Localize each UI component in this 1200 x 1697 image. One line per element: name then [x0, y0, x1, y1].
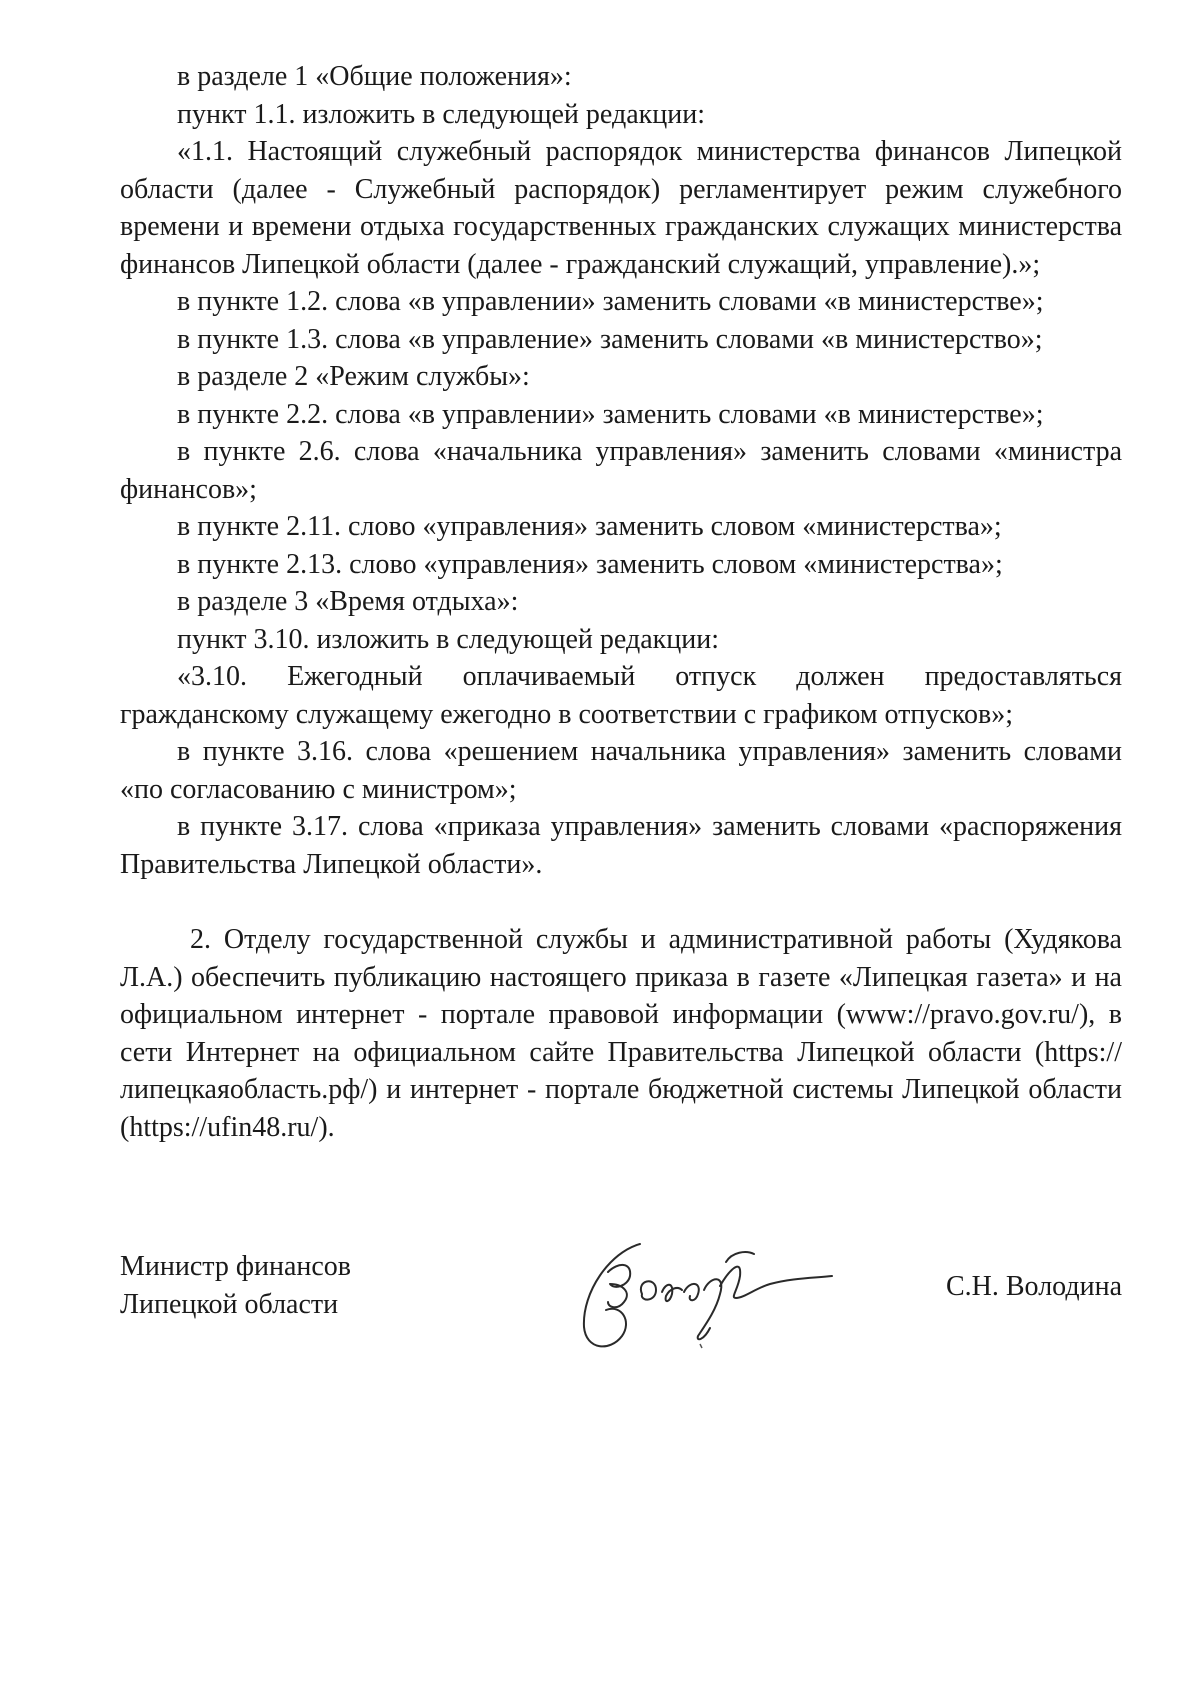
document-body — [120, 58, 1122, 1146]
paragraph-item-1-3: в пункте 1.3. слова «в управление» заменить словами «в министерство»; — [177, 323, 1043, 355]
paragraph-section-2-header: в разделе 2 «Режим службы»: — [177, 361, 530, 392]
signatory-name: С.Н. Володина — [945, 1271, 1122, 1302]
paragraph-section-3-header: в разделе 3 «Время отдыха»: — [177, 586, 519, 617]
paragraph-item-3-17: в пункте 3.17. слова «приказа управления» заменить словами «распоряжения Правительства Липецкой области». — [120, 811, 1122, 880]
signature-drawing — [570, 1232, 850, 1362]
paragraph-item-2-11: в пункте 2.11. слово «управления» заменить словом «министерства»; — [177, 511, 1002, 542]
signatory-position — [120, 1248, 520, 1324]
paragraph-section-1-header: в разделе 1 «Общие положения»: — [177, 61, 572, 92]
paragraph-item-2-2: в пункте 2.2. слова «в управлении» заменить словами «в министерстве»; — [177, 398, 1044, 430]
paragraph-item-2-6: в пункте 2.6. слова «начальника управления» заменить словами «министра финансов»; — [120, 436, 1122, 505]
signatory-position-line-1: Министр финансов — [120, 1251, 352, 1282]
paragraph-item-3-16: в пункте 3.16. слова «решением начальника управления» заменить словами «по согласованию с министром»; — [120, 736, 1122, 805]
paragraph-item-2-13: в пункте 2.13. слово «управления» заменить словом «министерства»; — [177, 548, 1003, 580]
paragraph-item-1-1-intro: пункт 1.1. изложить в следующей редакции: — [177, 98, 705, 130]
paragraph-item-3-10-text: «3.10. Ежегодный оплачиваемый отпуск должен предоставляться гражданскому служащему ежегодно в соответствии с графиком отпусков»; — [120, 661, 1122, 730]
paragraph-item-3-10-intro: пункт 3.10. изложить в следующей редакции: — [177, 623, 719, 655]
paragraph-item-1-1-text: «1.1. Настоящий служебный распорядок министерства финансов Липецкой области (далее - Служебный распорядок) регламентирует режим служебного времени и времени отдыха государственных гражданских служащих министерства финансов Липецкой области (далее - гражданский служащий, управление).»; — [120, 136, 1122, 280]
paragraph-item-1-2: в пункте 1.2. слова «в управлении» заменить словами «в министерстве»; — [177, 286, 1044, 317]
paragraph-item-2-publication: 2. Отделу государственной службы и административной работы (Худякова Л.А.) обеспечить публикацию настоящего приказа в газете «Липецкая газета» и на официальном интернет - портале правовой информации (www://pravo.gov.ru/), в сети Интернет на официальном сайте Правительства Липецкой области (https://липецкаяобласть.рф/) и интернет - портале бюджетной системы Липецкой области (https://ufin48.ru/). — [120, 924, 1122, 1143]
signatory-position-line-2: Липецкой области — [120, 1289, 339, 1320]
handwritten-signature — [570, 1232, 850, 1362]
